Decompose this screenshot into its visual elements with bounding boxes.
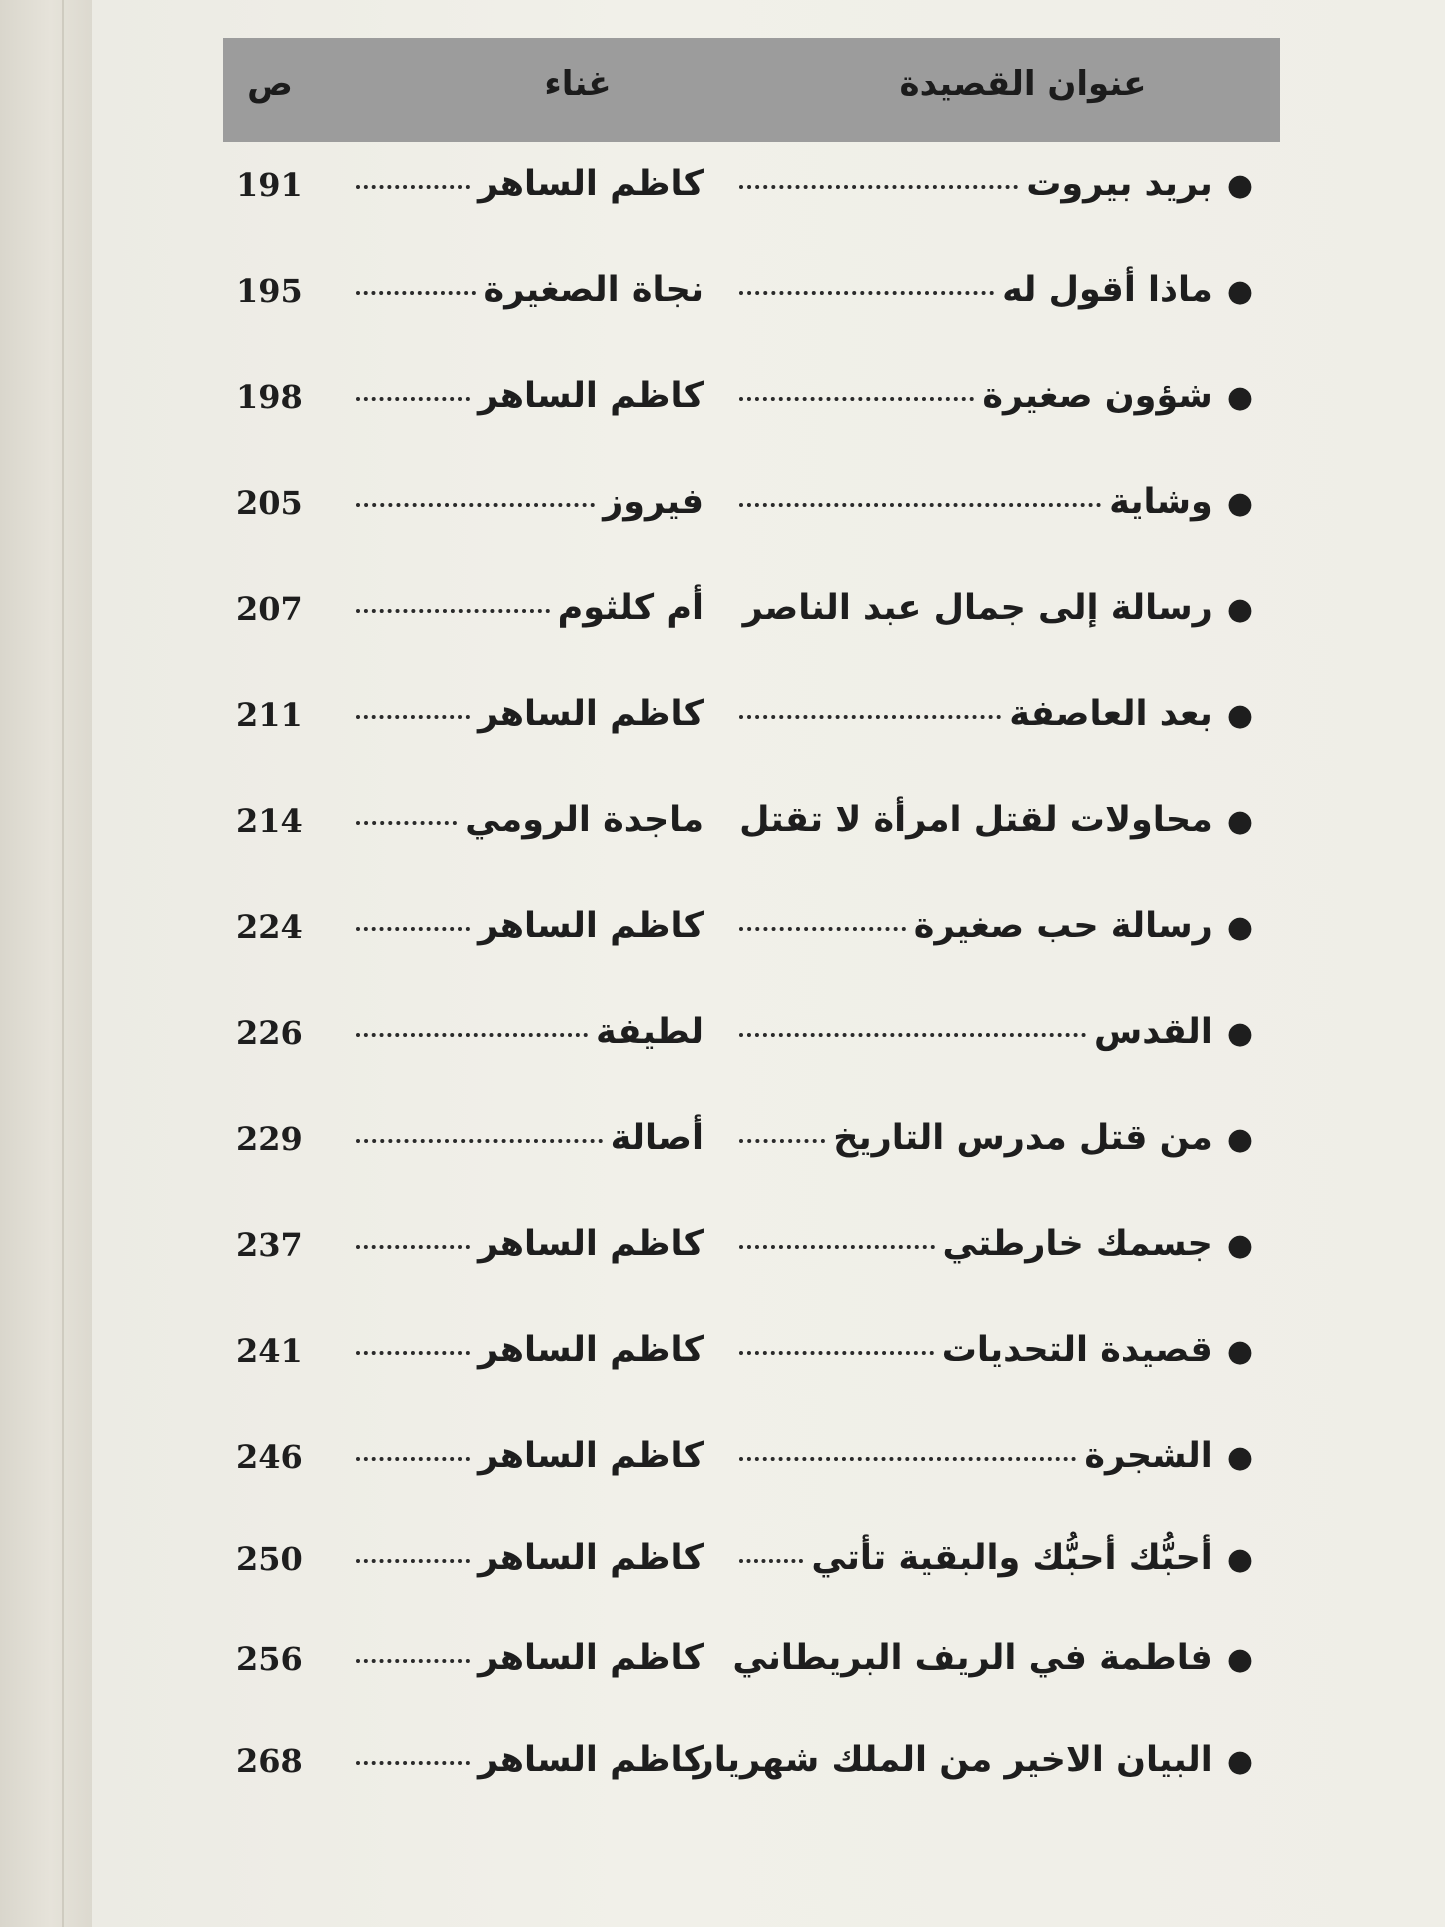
table-row xyxy=(0,892,1445,972)
singer-cell xyxy=(352,270,704,324)
bullet-icon: ● xyxy=(1226,168,1253,203)
singer-name: أم كلثوم xyxy=(557,588,704,628)
poem-title: جسمك خارطتي xyxy=(942,1224,1213,1264)
bullet-icon: ● xyxy=(1226,804,1253,839)
bullet-icon: ● xyxy=(1226,698,1253,733)
poem-title: وشاية xyxy=(1109,482,1213,522)
bullet-icon: ● xyxy=(1226,274,1253,309)
singer-name: كاظم الساهر xyxy=(477,906,704,946)
page-number: 268 xyxy=(236,1742,303,1780)
poem-title: قصيدة التحديات xyxy=(941,1330,1213,1370)
leader-dots xyxy=(356,1351,470,1355)
leader-dots xyxy=(356,397,470,401)
singer-name: كاظم الساهر xyxy=(477,694,704,734)
table-row xyxy=(0,1624,1445,1704)
poem-title-cell xyxy=(735,1012,1253,1066)
leader-dots xyxy=(356,1659,470,1663)
poem-title-cell xyxy=(735,800,1253,854)
poem-title: البيان الاخير من الملك شهريار xyxy=(693,1740,1213,1780)
page-number: 246 xyxy=(236,1438,303,1476)
poem-title: القدس xyxy=(1093,1012,1213,1052)
page-number: 226 xyxy=(236,1014,303,1052)
singer-name: كاظم الساهر xyxy=(477,164,704,204)
poem-title: بعد العاصفة xyxy=(1009,694,1213,734)
singer-cell xyxy=(352,1740,704,1794)
table-row xyxy=(0,1524,1445,1604)
poem-title: ماذا أقول له xyxy=(1002,270,1213,310)
page-number: 205 xyxy=(236,484,303,522)
page-number: 229 xyxy=(236,1120,303,1158)
bullet-icon: ● xyxy=(1226,380,1253,415)
singer-cell xyxy=(352,1012,704,1066)
poem-title: بريد بيروت xyxy=(1026,164,1213,204)
singer-name: كاظم الساهر xyxy=(477,1538,704,1578)
singer-name: كاظم الساهر xyxy=(477,1638,704,1678)
leader-dots xyxy=(739,397,974,401)
singer-name: كاظم الساهر xyxy=(477,1330,704,1370)
leader-dots xyxy=(356,927,470,931)
poem-title-cell xyxy=(735,1224,1253,1278)
poem-title: فاطمة في الريف البريطاني xyxy=(732,1638,1213,1678)
singer-name: كاظم الساهر xyxy=(477,1740,704,1780)
singer-name: كاظم الساهر xyxy=(477,1224,704,1264)
table-row xyxy=(0,256,1445,336)
page-number: 214 xyxy=(236,802,303,840)
poem-title-cell xyxy=(735,1538,1253,1592)
page-number: 195 xyxy=(236,272,303,310)
singer-name: كاظم الساهر xyxy=(477,1436,704,1476)
leader-dots xyxy=(356,715,470,719)
singer-cell xyxy=(352,588,704,642)
header-singer-label: غناء xyxy=(544,64,612,104)
poem-title-cell xyxy=(735,694,1253,748)
leader-dots xyxy=(356,185,470,189)
singer-name: أصالة xyxy=(610,1118,704,1158)
singer-name: ماجدة الرومي xyxy=(465,800,704,840)
table-row xyxy=(0,998,1445,1078)
leader-dots xyxy=(356,821,457,825)
poem-title-cell xyxy=(735,588,1253,642)
bullet-icon: ● xyxy=(1226,1440,1253,1475)
leader-dots xyxy=(739,927,906,931)
table-row xyxy=(0,150,1445,230)
table-row xyxy=(0,786,1445,866)
singer-cell xyxy=(352,1224,704,1278)
singer-cell xyxy=(352,1638,704,1692)
leader-dots xyxy=(356,1033,588,1037)
page-number: 256 xyxy=(236,1640,303,1678)
leader-dots xyxy=(356,1559,470,1563)
poem-title-cell xyxy=(735,1118,1253,1172)
bullet-icon: ● xyxy=(1226,1334,1253,1369)
header-title-label: عنوان القصيدة xyxy=(899,64,1147,104)
leader-dots xyxy=(356,291,476,295)
bullet-icon: ● xyxy=(1226,910,1253,945)
poem-title-cell xyxy=(735,1436,1253,1490)
poem-title: شؤون صغيرة xyxy=(982,376,1213,416)
table-row xyxy=(0,1726,1445,1806)
poem-title-cell xyxy=(735,906,1253,960)
bullet-icon: ● xyxy=(1226,1122,1253,1157)
singer-cell xyxy=(352,164,704,218)
bullet-icon: ● xyxy=(1226,1542,1253,1577)
leader-dots xyxy=(356,503,595,507)
leader-dots xyxy=(356,1761,470,1765)
page-number: 237 xyxy=(236,1226,303,1264)
poem-title-cell xyxy=(735,1330,1253,1384)
singer-name: فيروز xyxy=(603,482,704,522)
bullet-icon: ● xyxy=(1226,1228,1253,1263)
page-number: 224 xyxy=(236,908,303,946)
singer-cell xyxy=(352,694,704,748)
table-row xyxy=(0,1210,1445,1290)
poem-title: من قتل مدرس التاريخ xyxy=(833,1118,1213,1158)
page-number: 207 xyxy=(236,590,303,628)
leader-dots xyxy=(356,1139,603,1143)
leader-dots xyxy=(739,1457,1076,1461)
table-row xyxy=(0,468,1445,548)
page-number: 191 xyxy=(236,166,303,204)
leader-dots xyxy=(739,185,1018,189)
poem-title-cell xyxy=(732,1638,1253,1692)
poem-title-cell xyxy=(693,1740,1253,1794)
poem-title: الشجرة xyxy=(1084,1436,1213,1476)
leader-dots xyxy=(356,609,550,613)
singer-name: نجاة الصغيرة xyxy=(483,270,704,310)
leader-dots xyxy=(739,715,1001,719)
leader-dots xyxy=(739,1033,1086,1037)
table-row xyxy=(0,1422,1445,1502)
table-row xyxy=(0,1104,1445,1184)
singer-cell xyxy=(352,376,704,430)
poem-title-cell xyxy=(735,164,1253,218)
leader-dots xyxy=(739,1559,803,1563)
bullet-icon: ● xyxy=(1226,486,1253,521)
poem-title-cell xyxy=(735,376,1253,430)
singer-cell xyxy=(352,1330,704,1384)
leader-dots xyxy=(356,1245,470,1249)
singer-cell xyxy=(352,482,704,536)
singer-cell xyxy=(352,1436,704,1490)
table-row xyxy=(0,574,1445,654)
poem-title: رسالة إلى جمال عبد الناصر xyxy=(742,588,1213,628)
bullet-icon: ● xyxy=(1226,1744,1253,1779)
poem-title: أحبُّك أحبُّك والبقية تأتي xyxy=(811,1538,1213,1578)
singer-name: كاظم الساهر xyxy=(477,376,704,416)
leader-dots xyxy=(356,1457,470,1461)
page-number: 211 xyxy=(236,696,303,734)
poem-title: رسالة حب صغيرة xyxy=(913,906,1213,946)
singer-cell xyxy=(352,906,704,960)
page-number: 250 xyxy=(236,1540,303,1578)
singer-cell xyxy=(352,800,704,854)
leader-dots xyxy=(739,1139,825,1143)
table-row xyxy=(0,1316,1445,1396)
leader-dots xyxy=(739,291,994,295)
leader-dots xyxy=(739,1351,934,1355)
table-row xyxy=(0,680,1445,760)
bullet-icon: ● xyxy=(1226,1642,1253,1677)
singer-cell xyxy=(352,1118,704,1172)
table-row xyxy=(0,362,1445,442)
page-number: 241 xyxy=(236,1332,303,1370)
bullet-icon: ● xyxy=(1226,592,1253,627)
page-number: 198 xyxy=(236,378,303,416)
singer-cell xyxy=(352,1538,704,1592)
leader-dots xyxy=(739,1245,935,1249)
poem-title-cell xyxy=(735,482,1253,536)
bullet-icon: ● xyxy=(1226,1016,1253,1051)
singer-name: لطيفة xyxy=(596,1012,704,1052)
poem-title-cell xyxy=(735,270,1253,324)
header-page-label: ص xyxy=(247,64,293,104)
leader-dots xyxy=(739,503,1101,507)
poem-title: محاولات لقتل امرأة لا تقتل xyxy=(739,800,1213,840)
